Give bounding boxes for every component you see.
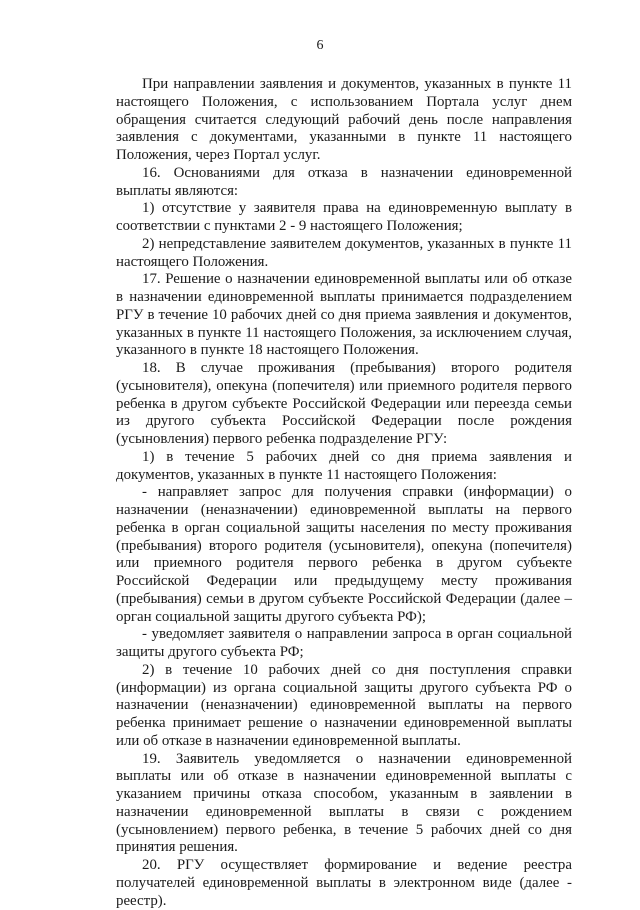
paragraph-portal-application-date: При направлении заявления и документов, указанных в пункте 11 настоящего Положения, с использованием Портала услуг днем обращения считается следующий рабочий день после направления заявления с документами, указанными в пункте 11 настоящего Положения, через Портал услуг. bbox=[116, 76, 572, 163]
paragraph-20-registry: 20. РГУ осуществляет формирование и ведение реестра получателей единовременной выплаты в электронном виде (далее - реестр). bbox=[116, 857, 572, 909]
paragraph-16-item-2: 2) непредставление заявителем документов, указанных в пункте 11 настоящего Положения. bbox=[116, 235, 572, 270]
paragraph-17-decision: 17. Решение о назначении единовременной выплаты или об отказе в назначении единовременной выплаты принимается подразделением РГУ в течение 10 рабочих дней со дня приема заявления и документов, указанных в пункте 11 настоящего Положения, за исключением случая, указанного в пункте 18 настоящего Положения. bbox=[116, 271, 572, 359]
paragraph-18-item-1-request: - направляет запрос для получения справки (информации) о назначении (неназначении) единовременной выплаты на первого ребенка в орган социальной защиты населения по месту проживания (пребывания) второго родителя (усыновителя), опекуна (попечителя) или приемного родителя первого ребенка в другом субъекте Российской Федерации или предыдущему месту проживания (пребывания) семьи в другом субъекте Российской Федерации (далее – орган социальной защиты другого субъекта РФ); bbox=[116, 484, 572, 625]
paragraph-18-item-2: 2) в течение 10 рабочих дней со дня поступления справки (информации) из органа социальной защиты другого субъекта РФ о назначении (неназначении) единовременной выплаты на первого ребенка принимает решение о назначении единовременной выплаты или об отказе в назначении единовременной выплаты. bbox=[116, 661, 572, 749]
paragraph-16-refusal-grounds: 16. Основаниями для отказа в назначении единовременной выплаты являются: bbox=[116, 164, 572, 199]
paragraph-18-item-1: 1) в течение 5 рабочих дней со дня приема заявления и документов, указанных в пункте 11 настоящего Положения: bbox=[116, 448, 572, 483]
paragraph-18-other-region: 18. В случае проживания (пребывания) второго родителя (усыновителя), опекуна (попечителя) или приемного родителя первого ребенка в другом субъекте Российской Федерации или переезда семьи из другого субъекта Российской Федерации после рождения (усыновления) первого ребенка подразделение РГУ: bbox=[116, 360, 572, 447]
paragraph-16-item-1: 1) отсутствие у заявителя права на единовременную выплату в соответствии с пунктами 2 - 9 настоящего Положения; bbox=[116, 200, 572, 234]
document-body bbox=[116, 76, 572, 910]
paragraph-19-notification: 19. Заявитель уведомляется о назначении единовременной выплаты или об отказе в назначении единовременной выплаты с указанием причины отказа способом, указанным в заявлении в назначении единовременной выплаты в связи с рождением (усыновлением) первого ребенка, в течение 5 рабочих дней со дня принятия решения. bbox=[116, 750, 572, 856]
page-number: 6 bbox=[316, 38, 324, 53]
paragraph-18-item-1-notify: - уведомляет заявителя о направлении запроса в орган социальной защиты другого субъекта РФ; bbox=[116, 626, 572, 660]
